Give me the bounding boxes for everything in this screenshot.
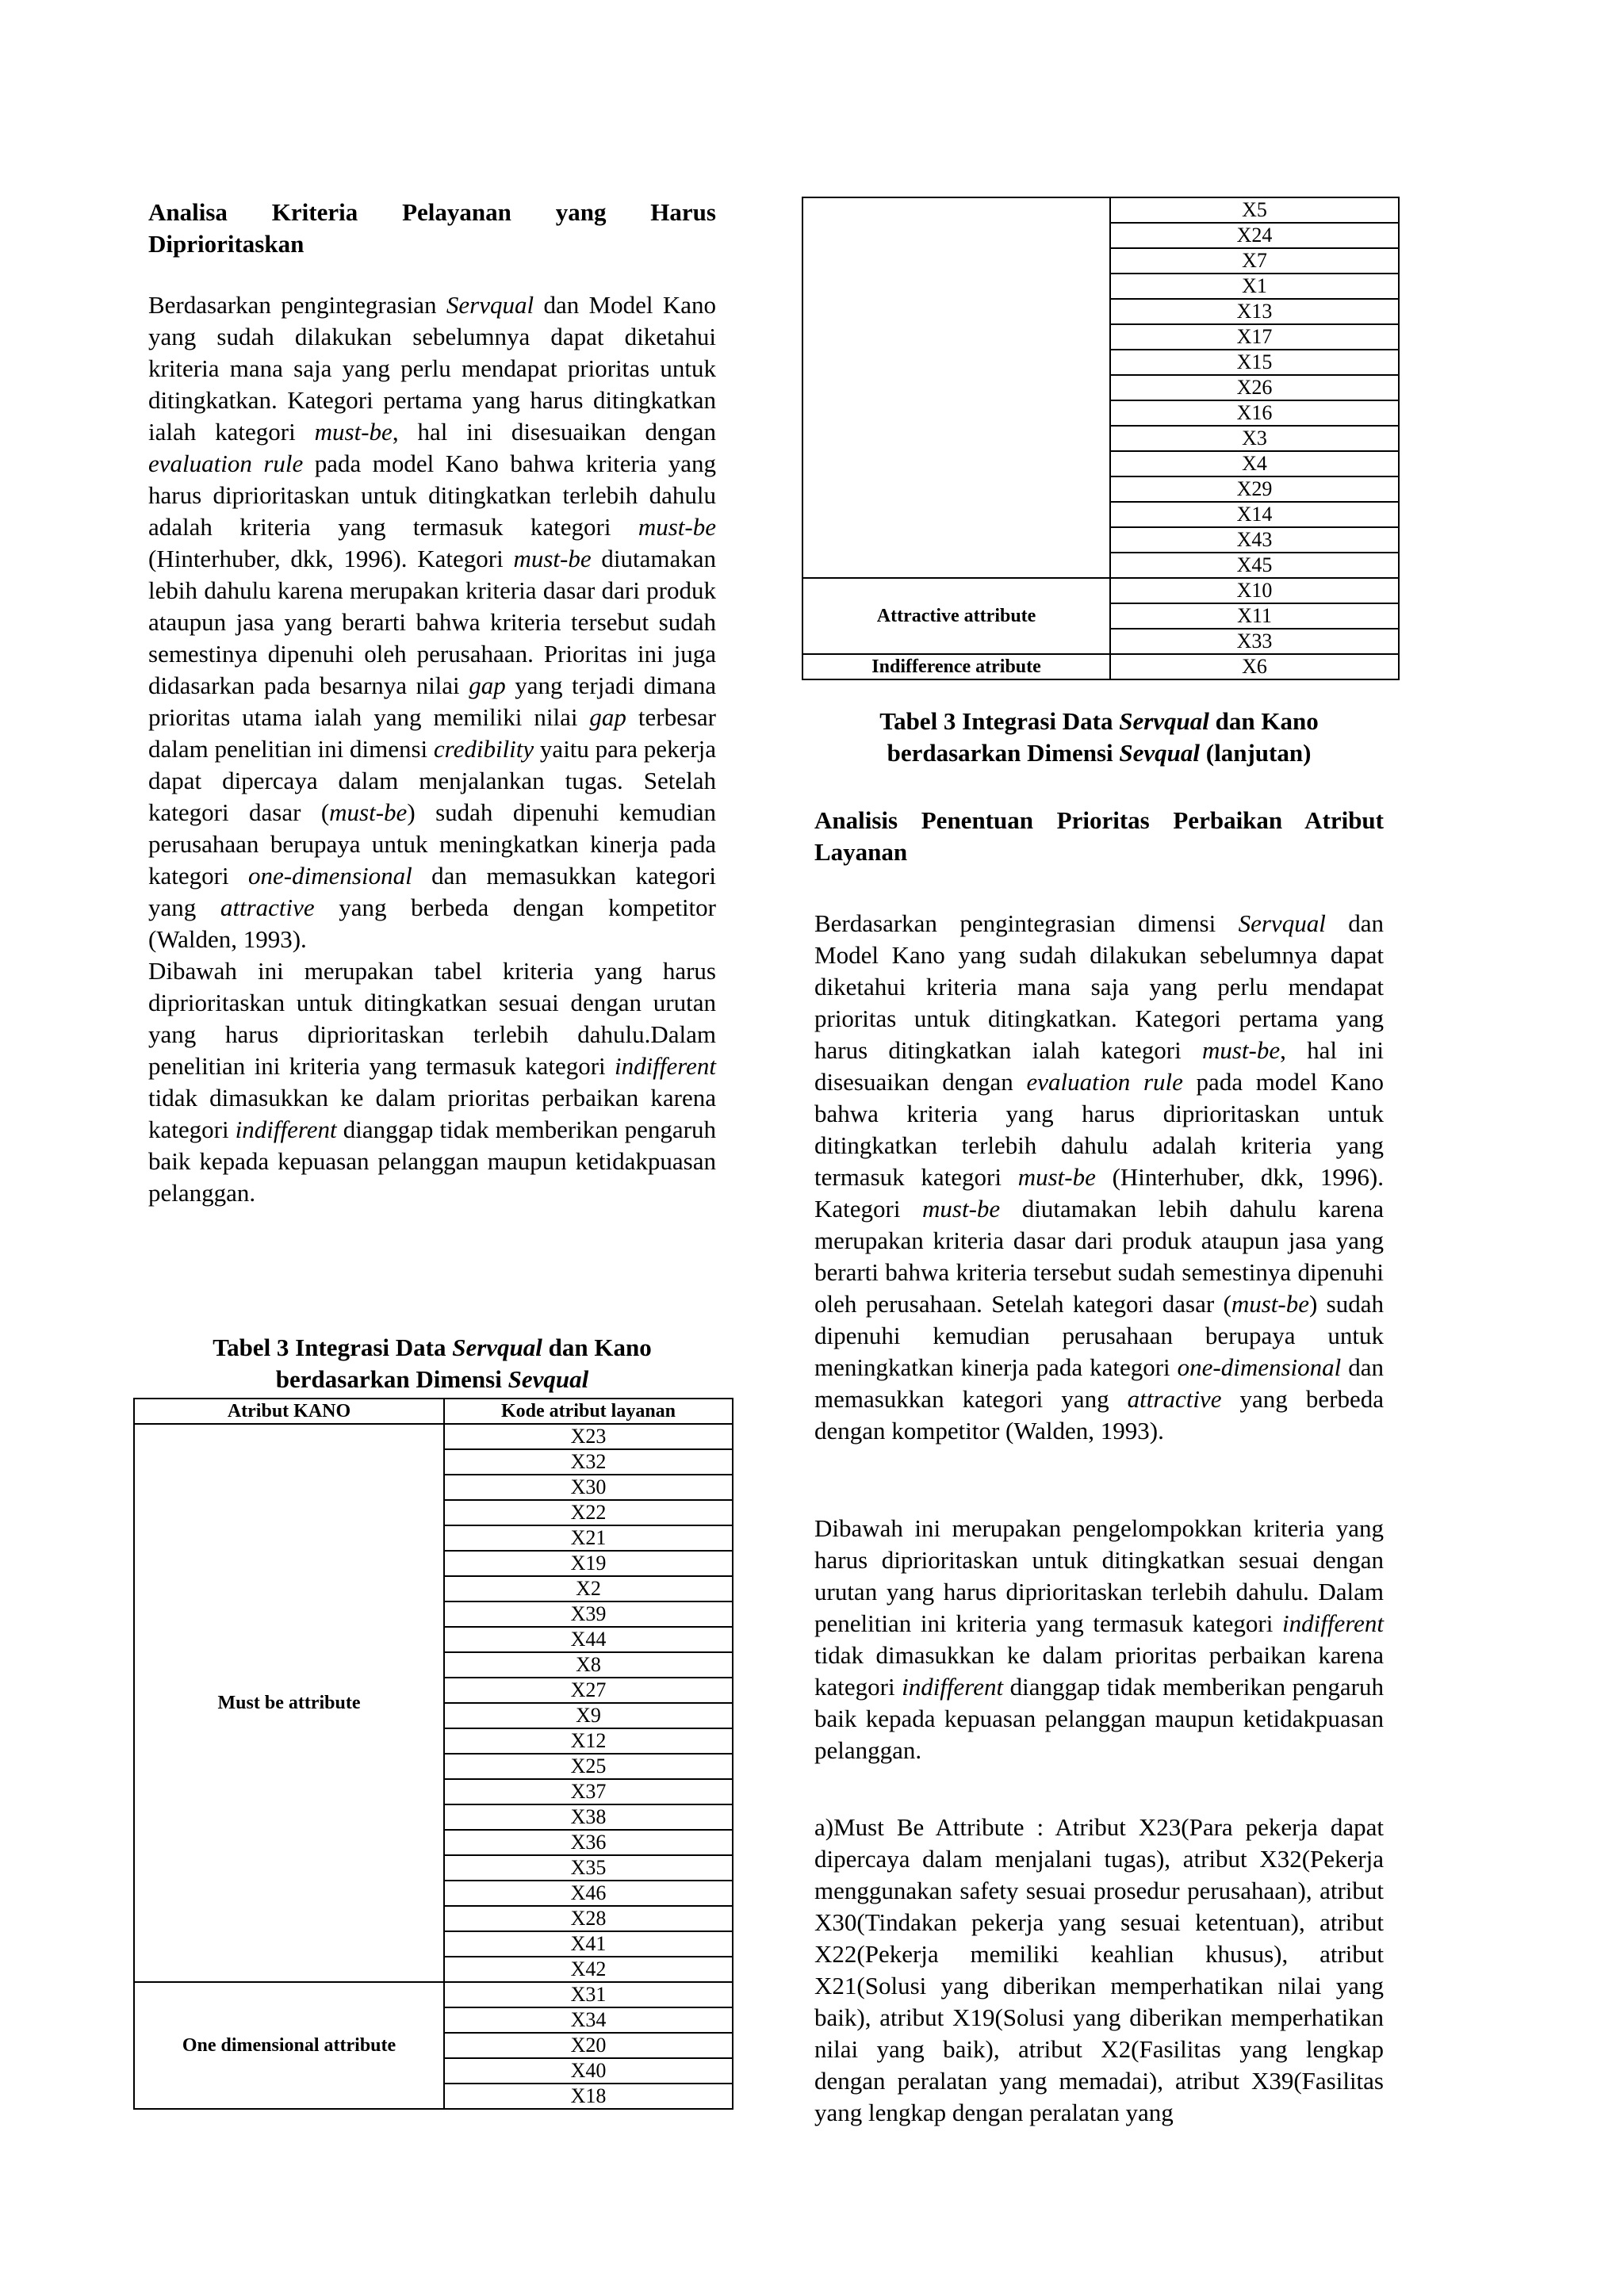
attribute-code-cell: X29 xyxy=(1110,476,1399,502)
table-row xyxy=(134,1424,733,1449)
text-segment: Dibawah ini merupakan tabel kriteria yang harus diprioritaskan untuk ditingkatkan sesuai dengan urutan yang harus diprioritaskan terlebih dahulu.Dalam penelitian ini kriteria yang termasuk kategori xyxy=(148,957,716,1080)
italic-term: must-be xyxy=(638,513,716,541)
text-segment: ) sudah dipenuhi kemudian perusahaan berupaya untuk meningkatkan kinerja pada kategori xyxy=(148,798,716,890)
attribute-code-cell: X21 xyxy=(444,1525,733,1551)
text-segment: Dibawah ini merupakan pengelompokkan kriteria yang harus diprioritaskan untuk ditingkatkan sesuai dengan urutan yang harus diprioritaskan terlebih dahulu. Dalam penelitian ini kriteria yang termasuk kategori xyxy=(814,1514,1384,1637)
right-paragraph-1 xyxy=(814,908,1384,1447)
text-segment: dan Kano berdasarkan Dimensi xyxy=(275,1334,652,1393)
attribute-code-cell: X23 xyxy=(444,1424,733,1449)
text-segment: dan Kano berdasarkan Dimensi xyxy=(887,707,1319,767)
attribute-code-cell: X25 xyxy=(444,1754,733,1779)
italic-term: attractive xyxy=(1127,1385,1222,1413)
text-segment: Berdasarkan pengintegrasian dimensi xyxy=(814,909,1239,937)
table-caption xyxy=(148,1332,716,1395)
text-segment: pada model Kano bahwa kriteria yang harus diprioritaskan untuk ditingkatkan terlebih dahulu adalah kriteria yang termasuk kategori xyxy=(148,450,716,541)
attribute-code-cell: X43 xyxy=(1110,527,1399,553)
italic-term: evaluation rule xyxy=(148,450,304,477)
text-segment: yaitu para pekerja dapat dipercaya dalam menjalankan tugas. Setelah kategori dasar ( xyxy=(148,735,716,826)
text-segment: yang berbeda dengan kompetitor (Walden, 1993). xyxy=(814,1385,1384,1445)
section-heading-analisis: Analisis Penentuan Prioritas Perbaikan Atribut Layanan xyxy=(814,806,1384,866)
italic-term: gap xyxy=(589,703,626,731)
attribute-code-cell: X44 xyxy=(444,1627,733,1652)
table-row xyxy=(802,197,1399,223)
attribute-code-cell: X41 xyxy=(444,1931,733,1957)
attribute-code-cell: X34 xyxy=(444,2007,733,2033)
text-segment: dan memasukkan kategori yang xyxy=(148,862,716,921)
italic-term: one-dimensional xyxy=(1177,1353,1342,1381)
attribute-code-cell: X30 xyxy=(444,1475,733,1500)
attribute-code-cell: X4 xyxy=(1110,451,1399,476)
attribute-code-cell: X7 xyxy=(1110,248,1399,274)
text-segment: tidak dimasukkan ke dalam prioritas perbaikan karena kategori xyxy=(148,1084,716,1143)
column-header-kode-atribut: Kode atribut layanan xyxy=(444,1399,733,1424)
attribute-code-cell: X31 xyxy=(444,1982,733,2007)
italic-term: credibility xyxy=(433,735,534,763)
text-segment: Berdasarkan pengintegrasian xyxy=(148,291,446,319)
category-cell: One dimensional attribute xyxy=(134,1982,444,2109)
attribute-code-cell: X33 xyxy=(1110,629,1399,654)
attribute-code-cell: X26 xyxy=(1110,375,1399,400)
table-row xyxy=(802,578,1399,603)
attribute-code-cell: X45 xyxy=(1110,553,1399,578)
text-segment: Tabel 3 Integrasi Data xyxy=(879,707,1120,735)
left-paragraph-2 xyxy=(148,955,716,1209)
italic-term: gap xyxy=(469,672,506,699)
attribute-code-cell: X38 xyxy=(444,1804,733,1830)
italic-term: must-be xyxy=(1017,1163,1096,1191)
italic-term: indifferent xyxy=(902,1673,1004,1701)
text-segment: dan Model Kano yang sudah dilakukan sebelumnya dapat diketahui kriteria mana saja yang perlu mendapat prioritas untuk ditingkatkan. Kategori pertama yang harus ditingkatkan ialah kategori xyxy=(148,291,717,446)
right-paragraph-3 xyxy=(814,1812,1384,2129)
italic-term: Sevqual xyxy=(508,1365,589,1393)
italic-term: indifferent xyxy=(235,1115,337,1143)
attribute-code-cell: X2 xyxy=(444,1576,733,1601)
italic-term: must-be xyxy=(329,798,408,826)
text-segment: diutamakan lebih dahulu karena merupakan kriteria dasar dari produk ataupun jasa yang berarti bahwa kriteria tersebut sudah semestinya dipenuhi oleh perusahaan. Prioritas ini juga didasarkan pada besarnya nilai xyxy=(148,545,716,699)
attribute-code-cell: X5 xyxy=(1110,197,1399,223)
italic-term: Servqual xyxy=(446,291,534,319)
text-segment: Tabel 3 Integrasi Data xyxy=(213,1334,453,1361)
text-segment: dan memasukkan kategori yang xyxy=(814,1353,1384,1413)
attribute-code-cell: X28 xyxy=(444,1906,733,1931)
attribute-code-cell: X46 xyxy=(444,1881,733,1906)
right-paragraph-2 xyxy=(814,1513,1384,1766)
left-paragraph-1 xyxy=(148,289,716,955)
text-segment: (Hinterhuber, dkk, 1996). Kategori xyxy=(148,545,514,572)
category-cell: Indifference atribute xyxy=(802,654,1110,679)
attribute-code-cell: X9 xyxy=(444,1703,733,1728)
italic-term: one-dimensional xyxy=(248,862,412,890)
attribute-code-cell: X1 xyxy=(1110,274,1399,299)
attribute-code-cell: X19 xyxy=(444,1551,733,1576)
attribute-code-cell: X42 xyxy=(444,1957,733,1982)
italic-term: Servqual xyxy=(452,1334,542,1361)
text-segment: dianggap tidak memberikan pengaruh baik kepada kepuasan pelanggan maupun ketidakpuasan pelanggan. xyxy=(148,1115,716,1207)
attribute-code-cell: X22 xyxy=(444,1500,733,1525)
italic-term: evaluation rule xyxy=(1026,1068,1183,1096)
attribute-code-cell: X18 xyxy=(444,2084,733,2109)
table-row xyxy=(134,1982,733,2007)
text-segment: (lanjutan) xyxy=(1200,739,1312,767)
attribute-code-cell: X11 xyxy=(1110,603,1399,629)
italic-term: Servqual xyxy=(1238,909,1326,937)
text-segment: , hal ini disesuaikan dengan xyxy=(392,418,716,446)
category-cell: Must be attribute xyxy=(134,1424,444,1982)
column-header-atribut-kano: Atribut KANO xyxy=(134,1399,444,1424)
italic-term: indifferent xyxy=(1282,1609,1384,1637)
italic-term: must-be xyxy=(922,1195,1001,1223)
italic-term: Servqual xyxy=(1119,707,1209,735)
italic-term: indifferent xyxy=(615,1052,716,1080)
attribute-code-cell: X8 xyxy=(444,1652,733,1678)
text-segment: a)Must Be Attribute : Atribut X23(Para pekerja dapat dipercaya dalam menjalani tugas), atribut X32(Pekerja menggunakan safety sesuai prosedur perusahaan), atribut X30(Tindakan pekerja yang sesuai ketentuan), atribut X22(Pekerja memiliki keahlian khusus), atribut X21(Solusi yang diberikan memperhatikan nilai yang baik), atribut X19(Solusi yang diberikan memperhatikan nilai yang baik), atribut X2(Fasilitas yang lengkap dengan peralatan yang memadai), atribut X39(Fasilitas yang lengkap dengan peralatan yang xyxy=(814,1813,1384,2126)
italic-term: must-be xyxy=(513,545,592,572)
text-segment: pada model Kano bahwa kriteria yang harus diprioritaskan untuk ditingkatkan terlebih dahulu adalah kriteria yang termasuk kategori xyxy=(814,1068,1385,1191)
category-cell: Attractive attribute xyxy=(802,578,1110,654)
attribute-code-cell: X16 xyxy=(1110,400,1399,426)
attribute-code-cell: X36 xyxy=(444,1830,733,1855)
attribute-code-cell: X20 xyxy=(444,2033,733,2058)
table-caption-continued xyxy=(814,706,1384,769)
attribute-code-cell: X10 xyxy=(1110,578,1399,603)
text-segment: (Hinterhuber, dkk, 1996). Kategori xyxy=(814,1163,1384,1223)
italic-term: must-be xyxy=(1201,1036,1281,1064)
text-segment: diutamakan lebih dahulu karena merupakan kriteria dasar dari produk ataupun jasa yang berarti bahwa kriteria tersebut sudah semestinya dipenuhi oleh perusahaan. Setelah kategori dasar ( xyxy=(814,1195,1384,1318)
attribute-code-cell: X13 xyxy=(1110,299,1399,324)
attribute-code-cell: X32 xyxy=(444,1449,733,1475)
italic-term: must-be xyxy=(314,418,393,446)
attribute-code-cell: X39 xyxy=(444,1601,733,1627)
attribute-code-cell: X37 xyxy=(444,1779,733,1804)
attribute-code-cell: X15 xyxy=(1110,350,1399,375)
attribute-code-cell: X40 xyxy=(444,2058,733,2084)
text-segment: tidak dimasukkan ke dalam prioritas perbaikan karena kategori xyxy=(814,1641,1384,1701)
attribute-code-cell: X24 xyxy=(1110,223,1399,248)
section-heading-analisa: Analisa Kriteria Pelayanan yang Harus Diprioritaskan xyxy=(148,198,716,258)
text-segment: dianggap tidak memberikan pengaruh baik kepada kepuasan pelanggan maupun ketidakpuasan pelanggan. xyxy=(814,1673,1384,1764)
category-cell xyxy=(802,197,1110,578)
kano-integration-table-continued xyxy=(802,197,1400,680)
kano-integration-table xyxy=(133,1398,733,2110)
italic-term: Sevqual xyxy=(1119,739,1201,767)
text-segment: , hal ini disesuaikan dengan xyxy=(814,1036,1384,1096)
table-row xyxy=(802,654,1399,679)
attribute-code-cell: X6 xyxy=(1110,654,1399,679)
text-segment: terbesar dalam penelitian ini dimensi xyxy=(148,703,716,763)
attribute-code-cell: X35 xyxy=(444,1855,733,1881)
text-segment: yang terjadi dimana prioritas utama ialah yang memiliki nilai xyxy=(148,672,716,731)
attribute-code-cell: X14 xyxy=(1110,502,1399,527)
text-segment: dan Model Kano yang sudah dilakukan sebelumnya dapat diketahui kriteria mana saja yang perlu mendapat prioritas untuk ditingkatkan. Kategori pertama yang harus ditingkatkan ialah kategori xyxy=(814,909,1384,1064)
attribute-code-cell: X12 xyxy=(444,1728,733,1754)
attribute-code-cell: X3 xyxy=(1110,426,1399,451)
italic-term: must-be xyxy=(1231,1290,1309,1318)
text-segment: ) sudah dipenuhi kemudian perusahaan berupaya untuk meningkatkan kinerja pada kategori xyxy=(814,1290,1384,1381)
attribute-code-cell: X17 xyxy=(1110,324,1399,350)
attribute-code-cell: X27 xyxy=(444,1678,733,1703)
italic-term: attractive xyxy=(220,894,315,921)
text-segment: yang berbeda dengan kompetitor (Walden, 1993). xyxy=(148,894,716,953)
